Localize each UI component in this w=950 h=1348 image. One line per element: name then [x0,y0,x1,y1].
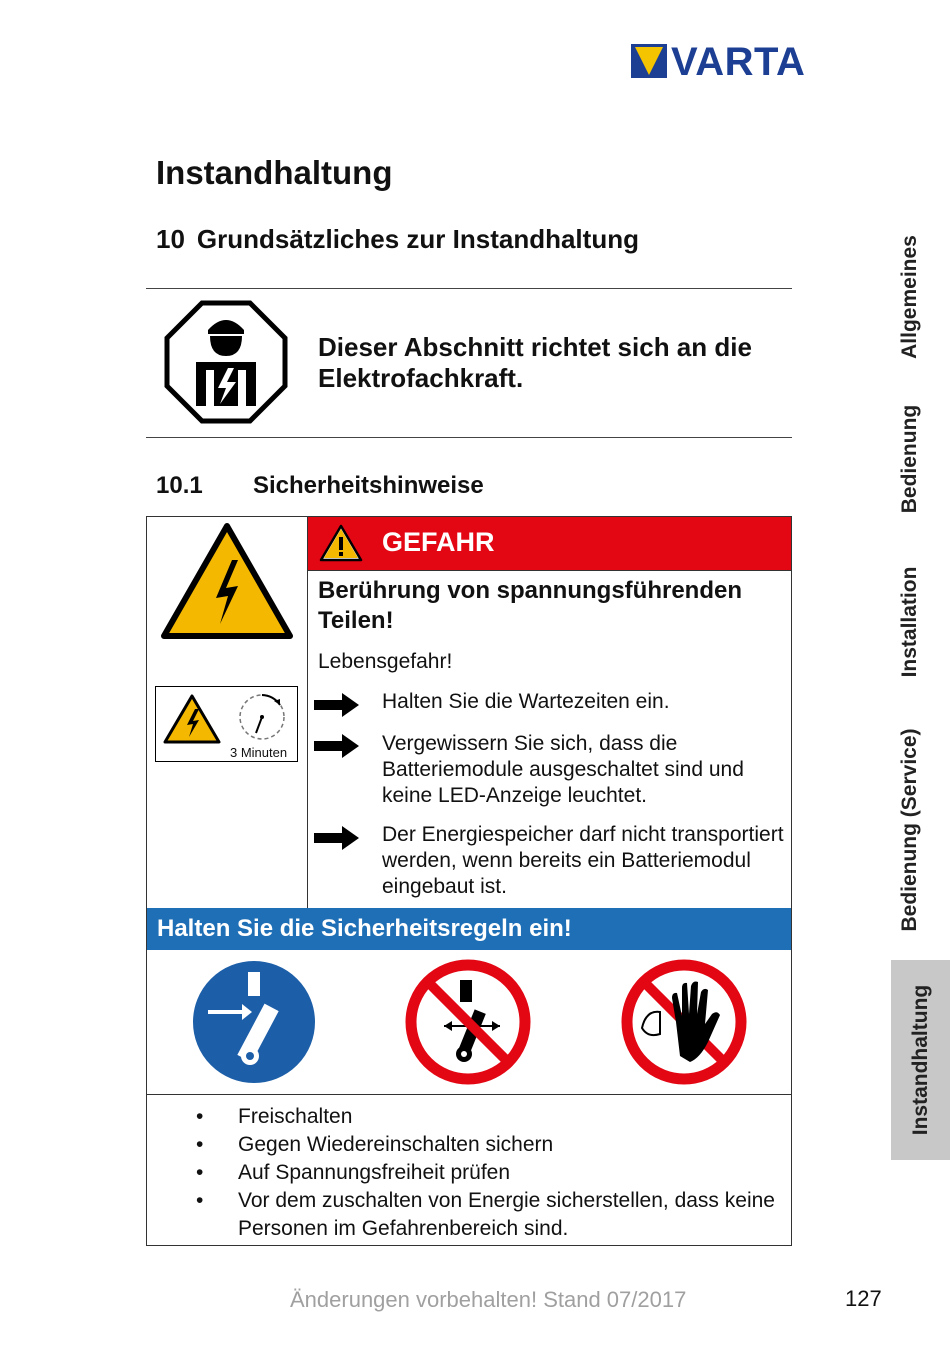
side-tab-label: Installation [898,566,921,678]
table-column-divider [307,516,308,908]
divider-top [146,288,792,289]
hazard-consequence: Lebensgefahr! [318,650,453,673]
side-tab-label: Bedienung (Service) [898,728,921,932]
safety-rules-list [196,1103,786,1243]
list-item: • Auf Spannungsfreiheit prüfen [196,1159,786,1187]
arrow-right-icon [314,692,360,718]
section-title: Grundsätzliches zur Instandhaltung [196,224,639,254]
side-tab-installation[interactable] [880,552,940,692]
safety-rules-header [147,908,791,950]
safety-step: Der Energiespeicher darf nicht transportiert werden, wenn bereits ein Batteriemodul eingebaut ist. [382,823,784,898]
electrician-icon [164,300,288,424]
list-item: • Gegen Wiedereinschalten sichern [196,1131,786,1159]
page-title: Instandhaltung [156,154,393,191]
hazard-description: Berührung von spannungsführenden Teilen! [318,577,742,634]
subsection-number: 10.1 [156,472,203,499]
safety-step: Halten Sie die Wartezeiten ein. [382,690,670,713]
subsection-title: Sicherheitshinweise [253,472,484,499]
section-heading [156,224,639,255]
target-audience-note: Dieser Abschnitt richtet sich an die Elektrofachkraft. [318,332,752,393]
high-voltage-warning-icon [160,522,294,640]
side-tab-label: Bedienung [898,404,921,514]
side-tab-instandhaltung[interactable] [891,960,950,1160]
danger-bar-divider [308,570,791,571]
small-voltage-warning-icon [162,693,222,745]
timer-icon [236,691,288,743]
footer-notice: Änderungen vorbehalten! Stand 07/2017 [290,1287,687,1312]
varta-logo-mark [631,44,667,78]
side-tab-bedienung[interactable] [880,392,940,526]
side-tab-label: Instandhaltung [908,984,932,1136]
wait-time-sign [155,686,298,762]
safety-step: Vergewissern Sie sich, dass die Batteriemodule ausgeschaltet sind und keine LED-Anzeige leuchtet. [382,732,744,807]
side-tab-label: Allgemeines [898,235,921,359]
list-item: • Freischalten [196,1103,786,1131]
exclamation-warning-icon [318,523,364,563]
side-tab-allgemeines[interactable] [880,222,940,372]
divider-bottom [146,437,792,438]
no-access-icon [620,958,748,1086]
wait-time-label: 3 Minuten [230,745,288,760]
page-number: 127 [845,1286,882,1311]
danger-signal-bar [308,517,791,570]
section-number: 10 [156,224,185,254]
table-row-divider [147,1094,791,1095]
no-switching-on-icon [404,958,532,1086]
arrow-right-icon [314,733,360,759]
arrow-right-icon [314,825,360,851]
brand-name: VARTA [671,40,806,84]
varta-logo [631,40,841,84]
list-item: • Vor dem zuschalten von Energie sicherstellen, dass keine Personen im Gefahrenbereich sind. [196,1187,786,1243]
safety-rules-heading: Halten Sie die Sicherheitsregeln ein! [157,915,572,942]
side-tab-bedienung-service[interactable] [880,712,940,948]
danger-signal-word: GEFAHR [382,527,495,557]
disconnect-mandatory-icon [190,958,318,1086]
